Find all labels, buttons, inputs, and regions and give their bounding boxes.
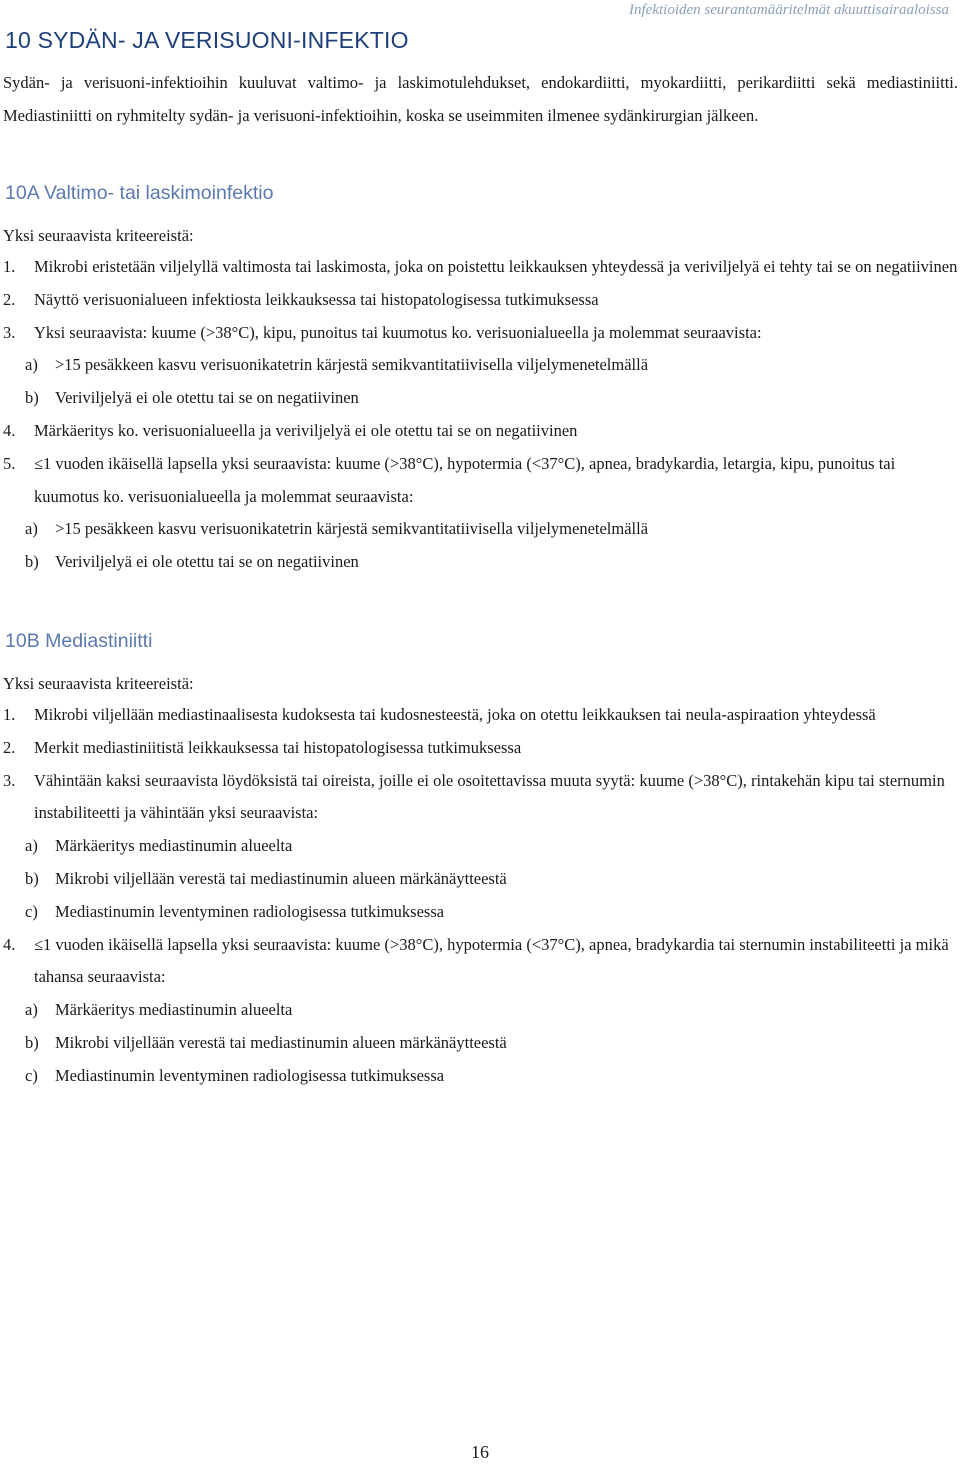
criterion-marker: 2. — [3, 737, 16, 757]
criterion-marker: 1. — [3, 257, 16, 276]
criterion-marker: b) — [25, 388, 39, 408]
criterion-subitem — [3, 1027, 958, 1060]
section-a-heading: 10A Valtimo- tai laskimoinfektio — [5, 182, 274, 204]
section-b-lead: Yksi seuraavista kriteereistä: — [3, 674, 194, 693]
criterion-item — [3, 251, 958, 284]
criterion-marker: a) — [25, 355, 38, 375]
criterion-marker: 1. — [3, 705, 16, 724]
criterion-subitem — [3, 863, 958, 896]
criterion-text: Märkäeritys mediastinumin alueelta — [55, 1000, 293, 1020]
criterion-subitem — [3, 513, 958, 546]
criterion-marker: 5. — [3, 453, 16, 473]
criterion-text: Mikrobi viljellään verestä tai mediastinumin alueen märkänäytteestä — [55, 868, 507, 888]
criterion-text: ≤1 vuoden ikäisellä lapsella yksi seuraavista: kuume (>38°C), hypotermia (<37°C), apnea, bradykardia, letargia, kipu, punoitus tai kuumotus ko. verisuonialueella ja molemmat seuraavista: — [34, 453, 896, 506]
criterion-text: Vähintään kaksi seuraavista löydöksistä tai oireista, joille ei ole osoitettavissa muuta syytä: kuume (>38°C), rintakehän kipu tai sternumin instabiliteetti ja vähintään yksi seuraavista: — [34, 770, 945, 823]
criterion-item — [3, 732, 958, 765]
criterion-subitem — [3, 349, 958, 382]
running-header: Infektioiden seurantamääritelmät akuuttisairaaloissa — [629, 2, 949, 18]
criterion-marker: a) — [25, 836, 38, 856]
page-number: 16 — [471, 1442, 489, 1462]
criterion-text: Mikrobi eristetään viljelyllä valtimosta tai laskimosta, joka on poistettu leikkauksen yhteydessä ja veriviljelyä ei tehty tai se on negatiivinen — [34, 257, 958, 276]
intro-paragraph: Sydän- ja verisuoni-infektioihin kuuluvat valtimo- ja laskimotulehdukset, endokardiitti, myokardiitti, perikardiitti sekä mediastiniitti. Mediastiniitti on ryhmitelty sydän- ja verisuoni-infektioihin, koska se useimmiten ilmenee sydänkirurgian jälkeen. — [3, 73, 958, 125]
criterion-subitem — [3, 830, 958, 863]
criterion-marker: 3. — [3, 770, 16, 790]
criterion-text: Veriviljelyä ei ole otettu tai se on negatiivinen — [55, 552, 359, 572]
criterion-marker: 2. — [3, 289, 16, 309]
criterion-item — [3, 284, 958, 317]
criterion-item — [3, 415, 958, 448]
section-b-criteria-list — [3, 699, 958, 1093]
chapter-title: 10 SYDÄN- JA VERISUONI-INFEKTIO — [5, 27, 409, 53]
criterion-marker: c) — [25, 1065, 38, 1085]
criterion-text: Veriviljelyä ei ole otettu tai se on negatiivinen — [55, 388, 359, 408]
criterion-marker: b) — [25, 552, 39, 572]
criterion-item — [3, 765, 958, 831]
criterion-marker: a) — [25, 1000, 38, 1020]
criterion-text: Märkäeritys ko. verisuonialueella ja veriviljelyä ei ole otettu tai se on negatiivinen — [34, 420, 578, 440]
criterion-text: ≤1 vuoden ikäisellä lapsella yksi seuraavista: kuume (>38°C), hypotermia (<37°C), apnea, bradykardia tai sternumin instabiliteetti ja mikä tahansa seuraavista: — [34, 934, 949, 987]
criterion-marker: b) — [25, 868, 39, 888]
section-b-heading: 10B Mediastiniitti — [5, 630, 153, 652]
criterion-subitem — [3, 382, 958, 415]
criterion-marker: a) — [25, 519, 38, 539]
criterion-subitem — [3, 994, 958, 1027]
criterion-text: Mediastinumin leventyminen radiologisessa tutkimuksessa — [55, 1065, 445, 1085]
criterion-text: Mediastinumin leventyminen radiologisessa tutkimuksessa — [55, 901, 445, 921]
criterion-item — [3, 929, 958, 995]
section-a-criteria-list — [3, 251, 958, 579]
criterion-text: Merkit mediastiniitistä leikkauksessa tai histopatologisessa tutkimuksessa — [34, 737, 522, 757]
criterion-marker: b) — [25, 1032, 39, 1052]
criterion-marker: 4. — [3, 934, 16, 954]
criterion-marker: 4. — [3, 420, 16, 440]
criterion-text: >15 pesäkkeen kasvu verisuonikatetrin kärjestä semikvantitatiivisella viljelymenetelmällä — [55, 519, 649, 539]
criterion-text: Mikrobi viljellään verestä tai mediastinumin alueen märkänäytteestä — [55, 1032, 507, 1052]
section-a-lead: Yksi seuraavista kriteereistä: — [3, 226, 194, 245]
criterion-subitem — [3, 896, 958, 929]
criterion-subitem — [3, 1060, 958, 1093]
criterion-item — [3, 317, 958, 350]
criterion-text: Mikrobi viljellään mediastinaalisesta kudoksesta tai kudosnesteestä, joka on otettu leikkauksen tai neula-aspiraation yhteydessä — [34, 705, 876, 724]
criterion-text: Yksi seuraavista: kuume (>38°C), kipu, punoitus tai kuumotus ko. verisuonialueella ja molemmat seuraavista: — [34, 322, 762, 342]
criterion-subitem — [3, 546, 958, 579]
criterion-text: Näyttö verisuonialueen infektiosta leikkauksessa tai histopatologisessa tutkimuksessa — [34, 289, 599, 309]
criterion-marker: c) — [25, 901, 38, 921]
criterion-item — [3, 448, 958, 514]
criterion-text: >15 pesäkkeen kasvu verisuonikatetrin kärjestä semikvantitatiivisella viljelymenetelmällä — [55, 355, 649, 375]
criterion-item — [3, 699, 958, 732]
criterion-marker: 3. — [3, 322, 16, 342]
criterion-text: Märkäeritys mediastinumin alueelta — [55, 836, 293, 856]
